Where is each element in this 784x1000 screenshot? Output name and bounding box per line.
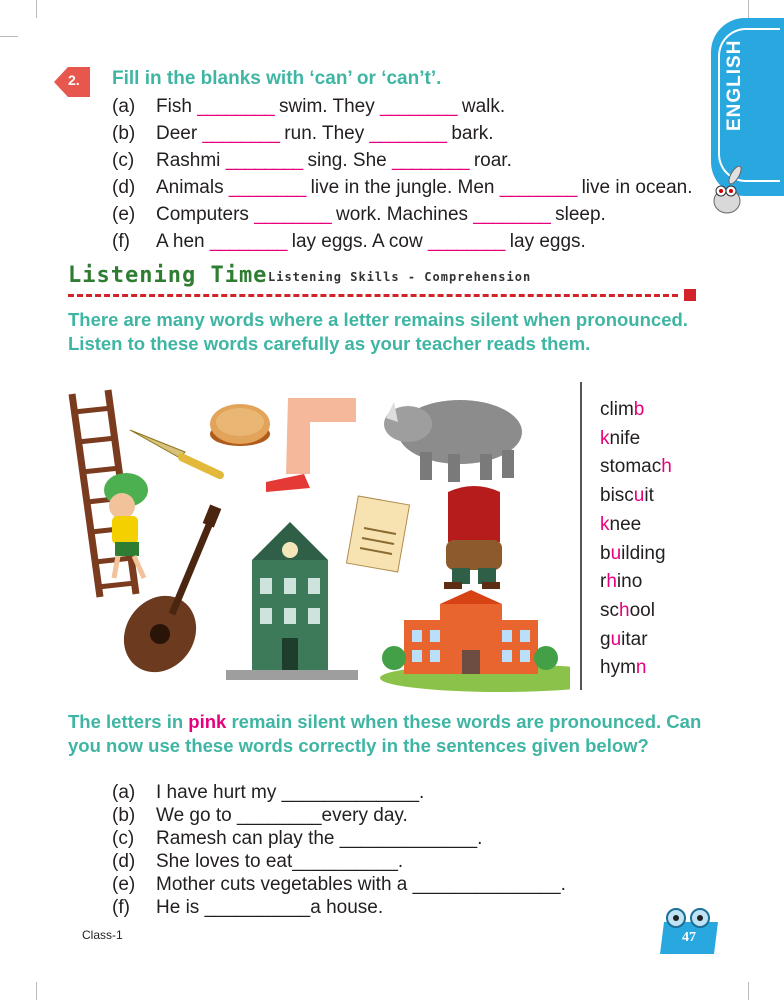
item-label: (c) (112, 828, 135, 849)
intro-text: There are many words where a letter remains silent when pronounced. Listen to these words carefully as your teacher reads them. (68, 309, 688, 354)
exercise-2-instruction: Fill in the blanks with ‘can’ or ‘can’t’. (112, 68, 442, 89)
crop-mark (36, 0, 37, 18)
sentence-part: lay eggs. A cow (286, 231, 428, 252)
silent-word (600, 543, 666, 565)
pink-note-pre: The letters in (68, 711, 189, 732)
crop-mark (748, 982, 749, 1000)
sentence-part: A hen (156, 231, 210, 252)
blank-line: ________ (380, 96, 457, 117)
word-part: g (600, 628, 611, 650)
word-part: nee (609, 513, 642, 535)
pink-note (68, 710, 718, 758)
silent-word (600, 428, 640, 450)
vertical-divider (580, 382, 582, 690)
rabbit-mascot-icon (703, 165, 749, 217)
item-sentence: We go to ________every day. (156, 805, 408, 826)
sentence-part: live in ocean. (576, 177, 693, 198)
silent-word (600, 600, 655, 622)
paper-icon (346, 496, 409, 572)
illustrations (60, 382, 570, 702)
blank-line: ________ (499, 177, 577, 198)
crop-mark (0, 36, 18, 37)
pink-note-post: remain silent when these words are pronounced. Can you now use these words correctly in the sentences given below? (68, 711, 702, 756)
dashed-divider (68, 294, 678, 297)
silent-letter: u (610, 628, 622, 650)
item-sentence (156, 123, 494, 145)
silent-word (600, 399, 644, 421)
silent-letter: k (600, 513, 610, 535)
word-part: stomac (600, 456, 662, 478)
word-part: sc (600, 599, 619, 621)
word-part: it (644, 485, 654, 507)
sentence-part: roar. (468, 150, 512, 171)
word-part: r (600, 571, 607, 593)
word-part: clim (600, 399, 634, 420)
knife-icon (130, 430, 225, 480)
item-label: (c) (112, 150, 135, 171)
sentence-part: sleep. (549, 204, 606, 225)
sentence-part: run. They (279, 123, 370, 144)
blank-line: ________ (202, 123, 280, 144)
blank-line: ________ (225, 150, 303, 171)
item-sentence (156, 231, 586, 253)
silent-word (600, 456, 672, 478)
word-part: b (600, 542, 611, 564)
item-label: (b) (112, 123, 136, 144)
side-tab-label: ENGLISH (724, 39, 745, 131)
word-part: ilding (621, 542, 666, 564)
sentence-part: Computers (156, 204, 255, 225)
biscuit-icon (210, 404, 270, 446)
item-sentence (156, 204, 606, 226)
silent-word (600, 629, 648, 651)
item-sentence: Ramesh can play the _____________. (156, 828, 483, 849)
item-label: (f) (112, 897, 130, 918)
crop-mark (36, 982, 37, 1000)
page-number: 47 (682, 930, 696, 945)
blank-line: ________ (228, 177, 306, 198)
silent-word (600, 657, 646, 679)
item-label: (d) (112, 851, 136, 872)
exercise-number: 2. (68, 72, 80, 88)
sentence-part: bark. (446, 123, 494, 144)
building-icon (226, 522, 358, 680)
silent-letter: h (619, 599, 630, 621)
sentence-part: live in the jungle. Men (305, 177, 500, 198)
word-part: itar (621, 628, 648, 650)
blank-line: ________ (369, 123, 447, 144)
listening-subtitle: Listening Skills - Comprehension (268, 270, 532, 284)
rhino-icon (384, 400, 522, 482)
crop-mark (748, 0, 749, 18)
sentence-part: Deer (156, 123, 203, 144)
silent-letter: h (661, 456, 672, 478)
item-label: (e) (112, 874, 136, 895)
knee-icon (266, 398, 356, 492)
item-label: (a) (112, 96, 136, 117)
silent-letter: u (610, 542, 622, 564)
blank-line: ________ (392, 150, 469, 171)
item-sentence (156, 177, 692, 199)
item-sentence (156, 150, 512, 172)
sentence-part: swim. They (273, 96, 381, 117)
item-label: (a) (112, 782, 136, 803)
word-part: hym (600, 657, 636, 679)
silent-word (600, 485, 654, 507)
sentence-part: work. Machines (330, 204, 474, 225)
sentence-part: lay eggs. (504, 231, 586, 252)
silent-word (600, 514, 641, 536)
item-sentence: Mother cuts vegetables with a ______________. (156, 874, 566, 895)
hymn-icon (444, 486, 502, 589)
silent-letter: h (606, 571, 617, 593)
item-label: (e) (112, 204, 136, 225)
school-icon (380, 590, 570, 692)
item-sentence: He is __________a house. (156, 897, 384, 918)
silent-letter: n (635, 657, 647, 679)
item-label: (d) (112, 177, 136, 198)
sentence-part: Animals (156, 177, 229, 198)
item-sentence (156, 96, 505, 118)
silent-letter: b (633, 399, 645, 420)
divider-end-square (684, 289, 696, 301)
word-part: nife (609, 427, 641, 449)
sentence-part: Rashmi (156, 150, 226, 171)
item-label: (b) (112, 805, 136, 826)
word-part: bisc (600, 485, 634, 507)
sentence-part: sing. She (302, 150, 393, 171)
pink-note-highlight: pink (188, 711, 227, 732)
silent-letter: u (633, 485, 645, 507)
blank-line: ________ (427, 231, 505, 252)
word-part: ool (629, 599, 655, 621)
blank-line: ________ (254, 204, 331, 225)
class-label: Class-1 (82, 928, 123, 942)
blank-line: ________ (197, 96, 274, 117)
blank-line: ________ (473, 204, 550, 225)
silent-word (600, 571, 642, 593)
silent-letter: k (600, 427, 610, 449)
item-sentence: She loves to eat__________. (156, 851, 404, 872)
sentence-part: walk. (456, 96, 506, 117)
blank-line: ________ (209, 231, 287, 252)
listening-title: Listening Time (68, 263, 268, 288)
item-sentence: I have hurt my _____________. (156, 782, 425, 803)
item-label: (f) (112, 231, 130, 252)
word-part: ino (616, 571, 643, 593)
sentence-part: Fish (156, 96, 198, 117)
